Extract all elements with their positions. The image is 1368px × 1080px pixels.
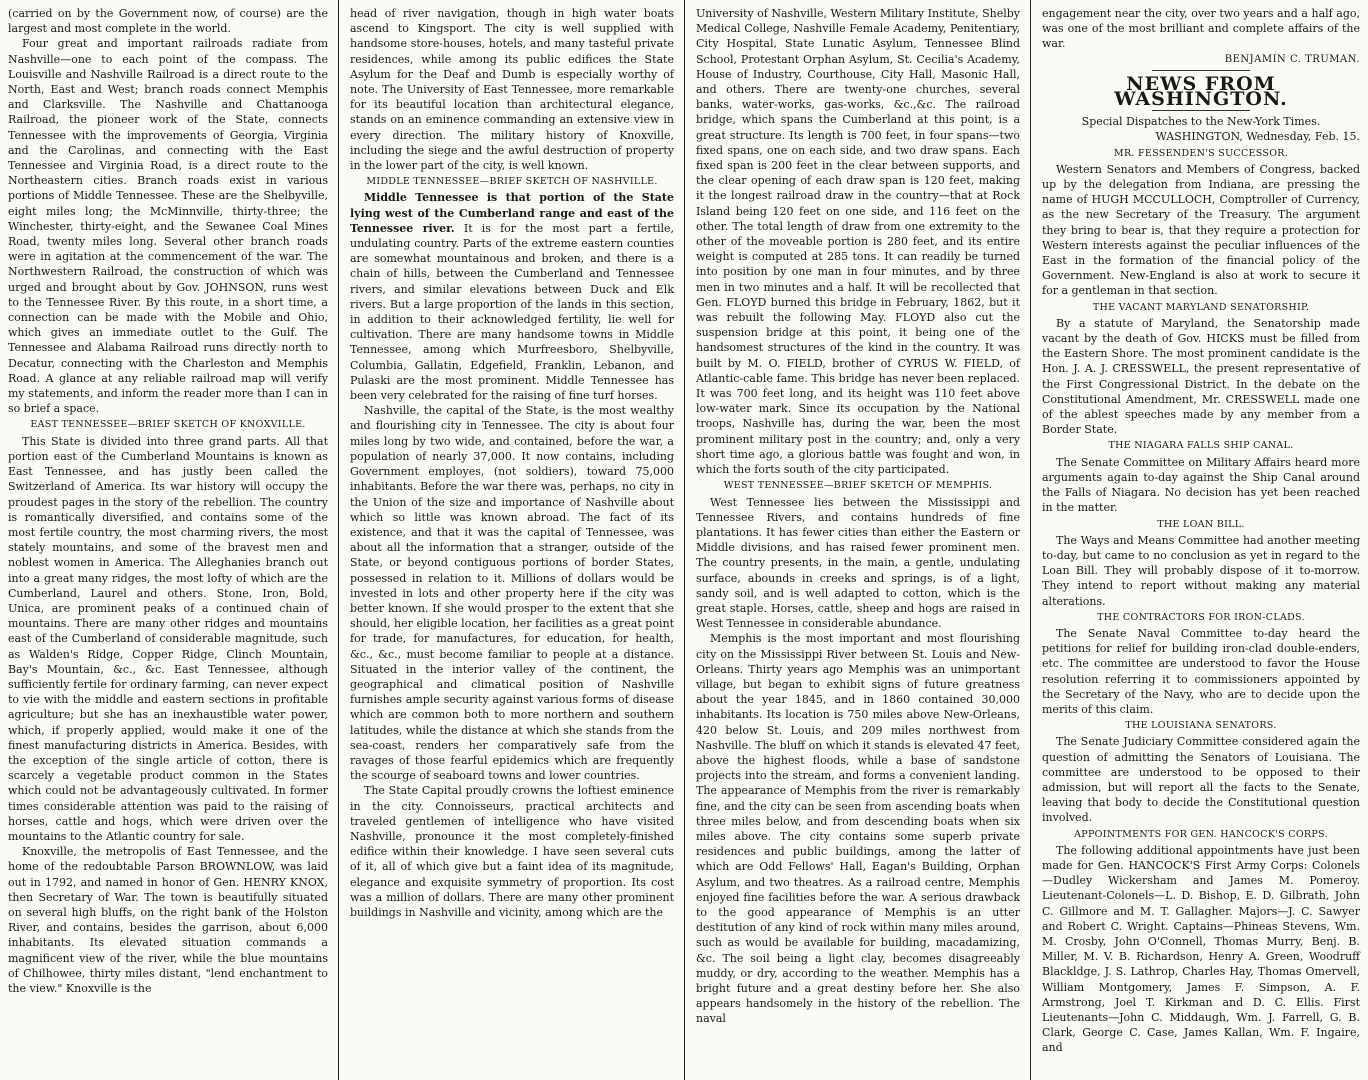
item-text: The Senate Naval Committee to-day heard the petitions for relief for building iron-clad double-enders, etc. The committee are understood to favor the House resolution referring it to commissioners appointed by the Secretary of the Navy, who are to decide upon the merits of this claim.	[1042, 626, 1360, 716]
item-text: Western Senators and Members of Congress, backed up by the delegation from Indiana, are pressing the name of HUGH MCCULLOCH, Comptroller of Currency, as the new Secretary of the Treasury. The argument they bring to bear is, that they require a protection for Western interests against the peculiar influences of the East in the formation of the financial policy of the Government. New-England is also at work to secure it for a gentleman in that section.	[1042, 162, 1360, 298]
column-rule	[338, 0, 339, 1080]
byline-signature: BENJAMIN C. TRUMAN.	[1224, 53, 1360, 65]
paragraph: Memphis is the most important and most flourishing city on the Mississippi River between St. Louis and New-Orleans. Thirty years ago Memphis was an unimportant village, but began to exhibit signs of future greatness about the year 1845, and in 1860 contained 30,000 inhabitants. Its location is 750 miles above New-Orleans, 420 below St. Louis, and 209 miles northwest from Nashville. The bluff on which it stands is elevated 47 feet, above the highest floods, while a base of sandstone projects into the stream, and forms a convenient landing. The appearance of Memphis from the river is remarkably fine, and the city can be seen from ascending boats when three miles below, and from descending boats when six miles above. The city contains some superb private residences and public buildings, among the latter of which are Odd Fellows' Hall, Eagan's Building, Orphan Asylum, and two theatres. As a railroad centre, Memphis enjoyed fine facilities before the war. A serious drawback to the good appearance of Memphis is an utter destitution of any kind of rock within many miles around, such as would be available for building, macadamizing, &c. The soil being a light clay, becomes disagreeably muddy, or dry, according to the weather. Memphis has a bright future and a great destiny before her. She also appears handsomely in the history of the rebellion. The naval	[696, 632, 1020, 1026]
item-heading: THE LOUISIANA SENATORS.	[1125, 720, 1277, 732]
dateline: WASHINGTON, Wednesday, Feb. 15.	[1155, 130, 1360, 144]
item-text: The Ways and Means Committee had another meeting to-day, but came to no conclusion as yet in regard to the Loan Bill. They will probably dispose of it to-morrow. They intend to report without making any material alterations.	[1042, 533, 1360, 608]
lead-sentence: Middle Tennessee is that portion of the State lying west of the Cumberland range and east of the Tennessee river.	[350, 191, 674, 235]
column-4	[1034, 0, 1368, 1080]
item-heading: MR. FESSENDEN'S SUCCESSOR.	[1113, 147, 1289, 159]
lead-rest: It is for the most part a fertile, undulating country. Parts of the extreme eastern counties are somewhat mountainous and broken, and there is a chain of hills, between the Cumberland and Tennessee rivers, and similar elevations between Duck and Elk rivers. But a large proportion of the lands in this section, in addition to their acknowledged fertility, lie well for cultivation. There are many handsome towns in Middle Tennessee, among which Murfreesboro, Shelbyville, Columbia, Gallatin, Edgefield, Franklin, Lebanon, and Pulaski are the most prominent. Middle Tennessee has been very celebrated for the raising of fine turf horses.	[350, 221, 674, 403]
paragraph: The State Capital proudly crowns the loftiest eminence in the city. Connoisseurs, practical architects and traveled gentlemen of intelligence who have visited Nashville, pronounce it the most completely-finished edifice within their knowledge. I have seen several cuts of it, all of which give but a faint idea of its magnitude, elegance and exquisite symmetry of proportion. Its cost was a million of dollars. There are many other prominent buildings in Nashville and vicinity, among which are the	[350, 784, 674, 919]
paragraph: head of river navigation, though in high water boats ascend to Kingsport. The city is well supplied with handsome store-houses, hotels, and many tasteful private residences, while among its public edifices the State Asylum for the Deaf and Dumb is especially worthy of note. The University of East Tennessee, more remarkable for its beautiful location than architectural elegance, stands on an eminence commanding an extensive view in every direction. The military history of Knoxville, including the siege and the awful destruction of property in the lower part of the city, is well known.	[350, 7, 674, 173]
column-1	[0, 0, 336, 1080]
item-heading: APPOINTMENTS FOR GEN. HANCOCK'S CORPS.	[1074, 828, 1328, 840]
item-text: The Senate Committee on Military Affairs heard more arguments again to-day against the Ship Canal around the Falls of Niagara. No decision has yet been reached in the matter.	[1042, 455, 1360, 515]
paragraph: West Tennessee lies between the Mississippi and Tennessee Rivers, and contains hundreds of fine plantations. It has fewer cities than either the Eastern or Middle divisions, and has raised fewer prominent men. The country presents, in the main, a gentle, undulating surface, abounds in creeks and springs, is of a light, sandy soil, and is well adapted to cotton, which is the great staple. Horses, cattle, sheep and hogs are raised in West Tennessee in considerable abundance.	[696, 495, 1020, 631]
item-text: By a statute of Maryland, the Senatorship made vacant by the death of Gov. HICKS must be filled from the Eastern Shore. The most prominent candidate is the Hon. J. A. J. CRESSWELL, the present representative of the First Congressional District. In the debate on the Constitutional Amendment, Mr. CRESSWELL made one of the ablest speeches made by any member from a Border State.	[1042, 316, 1360, 437]
news-masthead: NEWS FROM WASHINGTON.	[1114, 72, 1288, 111]
dispatch-subhead: Special Dispatches to the New-York Times.	[1081, 115, 1321, 129]
item-heading: THE LOAN BILL.	[1157, 518, 1245, 530]
item-heading: THE NIAGARA FALLS SHIP CANAL.	[1108, 440, 1294, 452]
paragraph: engagement near the city, over two years and a half ago, was one of the most brilliant and complete affairs of the war.	[1042, 7, 1360, 51]
column-3	[688, 0, 1028, 1080]
divider	[1152, 110, 1250, 111]
column-rule	[684, 0, 685, 1080]
section-heading: MIDDLE TENNESSEE—BRIEF SKETCH OF NASHVILLE.	[366, 176, 658, 188]
item-text: The following additional appointments have just been made for Gen. HANCOCK'S First Army Corps: Colonels—Dudley Wickersham and James M. Pomeroy. Lieutenant-Colonels—L. D. Bishop, E. D. Gilbrath, John C. Gillmore and M. T. Gallagher. Majors—J. C. Sawyer and Robert C. Wright. Captains—Phineas Stevens, Wm. M. Crosby, John O'Connell, Thomas Murry, Benj. B. Miller, M. V. B. Richardson, Henry A. Green, Woodruff Blackldge, J. S. Lathrop, Charles Hay, Thomas Omervell, William Montgomery, James F. Simpson, A. F. Armstrong, Joel T. Kirkman and D. C. Ellis. First Lieutenants—John C. Middaugh, Wm. J. Farrell, G. B. Clark, George C. Case, James Kallan, Wm. F. Ingaire, and	[1042, 843, 1360, 1055]
item-text: The Senate Judiciary Committee considered again the question of admitting the Senators of Louisiana. The committee are understood to be opposed to their admission, but will report all the facts to the Senate, leaving that body to decide the Constitutional question involved.	[1042, 735, 1360, 825]
paragraph: Knoxville, the metropolis of East Tennessee, and the home of the redoubtable Parson BROWNLOW, was laid out in 1792, and named in honor of Gen. HENRY KNOX, then Secretary of War. The town is beautifully situated on several high bluffs, on the right bank of the Holston River, and contains, besides the garrison, about 6,000 inhabitants. Its elevated situation commands a magnificent view of the river, while the blue mountains of Chilhowee, thirty miles distant, "lend enchantment to the view." Knoxville is the	[8, 845, 328, 995]
column-rule	[1030, 0, 1031, 1080]
paragraph: Four great and important railroads radiate from Nashville—one to each point of the compass. The Louisville and Nashville Railroad is a direct route to the North, East and West; branch roads connect Memphis and Clarksville. The Nashville and Chattanooga Railroad, the pioneer work of the State, connects Tennessee with the improvements of Georgia, Virginia and the Carolinas, and connecting with the East Tennessee and Virginia Road, is a direct route to the Northeastern cities. Branch roads exist in various portions of Middle Tennessee. These are the Shelbyville, eight miles long; the McMinnville, thirty-three; the Winchester, thirty-eight, and the Sewanee Coal Mines Road, twenty miles long. Several other branch roads were in agitation at the commencement of the war. The Northwestern Railroad, the construction of which was urged and brought about by Gov. JOHNSON, runs west to the Tennessee River. By this route, in a short time, a connection can be made with the Mobile and Ohio, which gives an immediate outlet to the Gulf. The Tennessee and Alabama Railroad runs directly north to Decatur, connecting with the Charleston and Memphis Road. A glance at any reliable railroad map will verify my statements, and inform the reader more than I can in so brief a space.	[8, 37, 328, 416]
item-heading: THE VACANT MARYLAND SENATORSHIP.	[1092, 301, 1310, 313]
paragraph: University of Nashville, Western Military Institute, Shelby Medical College, Nashville Female Academy, Penitentiary, City Hospital, State Lunatic Asylum, Tennessee Blind School, Protestant Orphan Asylum, St. Cecilia's Academy, House of Industry, Courthouse, City Hall, Masonic Hall, and others. There are twenty-one churches, several banks, water-works, gas-works, &c.,&c. The railroad bridge, which spans the Cumberland at this point, is a great structure. Its length is 700 feet, in four spans—two fixed spans, one on each side, and two draw spans. Each fixed span is 200 feet in the clear between supports, and the clear opening of each draw span is 120 feet, making it the longest railroad draw in the country—that at Rock Island being 120 feet on one side, and 116 feet on the other. The total length of draw from one extremity to the other of the moveable portion is 280 feet, and its entire weight is computed at 285 tons. It can readily be turned into position by one man in four minutes, and by three men in two minutes and a half. It will be recollected that Gen. FLOYD burned this bridge in February, 1862, but it was rebuilt the following May. FLOYD also cut the suspension bridge at this point, it being one of the handsomest structures of the kind in the country. It was built by M. O. FIELD, brother of CYRUS W. FIELD, of Atlantic-cable fame. This bridge has never been replaced. It was 700 feet long, and its height was 110 feet above low-water mark. Since its occupation by the National troops, Nashville has, during the war, been the most prominent military post in the country; and, only a very short time ago, a glorious battle was fought and won, in which the forts south of the city participated.	[696, 7, 1020, 477]
section-heading: WEST TENNESSEE—BRIEF SKETCH OF MEMPHIS.	[723, 480, 993, 492]
paragraph	[350, 190, 674, 403]
paragraph: (carried on by the Government now, of course) are the largest and most complete in the world.	[8, 7, 328, 36]
divider	[1152, 70, 1250, 71]
column-2	[342, 0, 682, 1080]
section-heading: EAST TENNESSEE—BRIEF SKETCH OF KNOXVILLE.	[30, 419, 306, 431]
paragraph: This State is divided into three grand parts. All that portion east of the Cumberland Mountains is known as East Tennessee, and has justly been called the Switzerland of America. Its war history will occupy the proudest pages in the story of the rebellion. The country is romantically diversified, and contains some of the most fertile country, the most charming rivers, the most stately mountains, and some of the bravest men and noblest women in America. The Alleghanies branch out into a great many ridges, the most lofty of which are the Cumberland, Laurel and others. Stone, Iron, Bold, Unica, are prominent peaks of a continued chain of mountains. There are many other ridges and mountains east of the Cumberland of considerable magnitude, such as Walden's Ridge, Copper Ridge, Clinch Mountain, Bay's Mountain, &c., &c. East Tennessee, although sufficiently fertile for ordinary farming, can never expect to vie with the middle and eastern sections in profitable agriculture; but she has an inexhaustible water power, which, if properly applied, would make it one of the finest manufacturing districts in America. Besides, with the exception of the single article of cotton, there is scarcely a vegetable product common in the States which could not be advantageously cultivated. In former times considerable attention was paid to the raising of horses, cattle and hogs, which were driven over the mountains to the Atlantic country for sale.	[8, 434, 328, 843]
paragraph: Nashville, the capital of the State, is the most wealthy and flourishing city in Tennessee. The city is about four miles long by two wide, and contained, before the war, a population of nearly 37,000. It now contains, including Government employes, (not soldiers), toward 75,000 inhabitants. Before the war there was, perhaps, no city in the Union of the size and importance of Nashville about which so little was known abroad. The fact of its existence, and that it was the capital of Tennessee, was about all the information that a stranger, outside of the State, or beyond contiguous portions of border States, possessed in relation to it. Millions of dollars would be invested in lots and other property here if the city was better known. If she would prosper to the extent that she should, her eligible location, her facilities as a great point for trade, for manufactures, for education, for health, &c., &c., must become familiar to people at a distance. Situated in the interior valley of the continent, the geographical and climatical position of Nashville furnishes ample security against various forms of disease which are common both to more northern and southern latitudes, while the distance at which she stands from the sea-coast, renders her comparatively safe from the ravages of those fearful epidemics which are frequently the scourge of seaboard towns and lower countries.	[350, 404, 674, 783]
item-heading: THE CONTRACTORS FOR IRON-CLADS.	[1097, 611, 1305, 623]
